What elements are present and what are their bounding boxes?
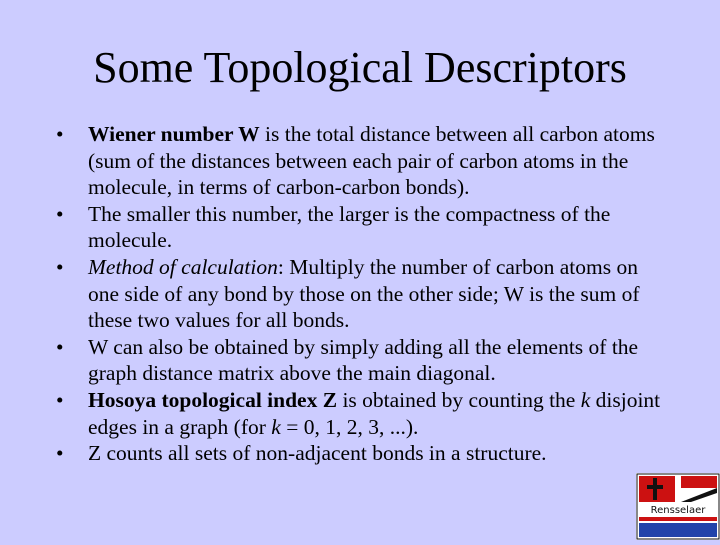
bullet-text: disjoint edges in a graph (for — [88, 387, 661, 439]
bullet-item — [56, 121, 666, 201]
bullet-text: W can also be obtained by simply adding all the elements of the graph distance matrix above the main diagonal. — [88, 334, 639, 386]
bullet-text: k — [271, 414, 281, 439]
bullet-text: = 0, 1, 2, 3, ...). — [280, 414, 419, 439]
slide-title: Some Topological Descriptors — [93, 43, 627, 92]
bullet-list — [56, 121, 666, 467]
bullet-item — [56, 201, 666, 254]
bullet-item — [56, 334, 666, 387]
bullet-item — [56, 440, 666, 467]
bullet-text: Method of calculation — [88, 254, 278, 279]
bullet-text: : Multiply the number of carbon atoms on one side of any bond by those on the other side; W is the sum of these two values for all bonds. — [88, 254, 640, 333]
bullet-item — [56, 387, 666, 440]
bullet-text: is obtained by counting the — [337, 387, 581, 412]
rensselaer-shield-icon — [636, 473, 720, 540]
bullet-text: Wiener number W — [88, 122, 260, 146]
rensselaer-logo — [636, 473, 720, 540]
bullet-text: k — [580, 387, 591, 412]
bullet-text: The smaller this number, the larger is the compactness of the molecule. — [88, 201, 611, 253]
bullet-text: is the total distance between all carbon atoms (sum of the distances between each pair of carbon atoms in the molecule, in terms of carbon-carbon bonds). — [88, 122, 655, 200]
bullet-item — [56, 254, 666, 334]
bullet-text: Hosoya topological index Z — [88, 387, 338, 412]
bullet-text: Z counts all sets of non-adjacent bonds in a structure. — [88, 441, 547, 466]
logo-text: Rensselaer — [650, 505, 706, 516]
